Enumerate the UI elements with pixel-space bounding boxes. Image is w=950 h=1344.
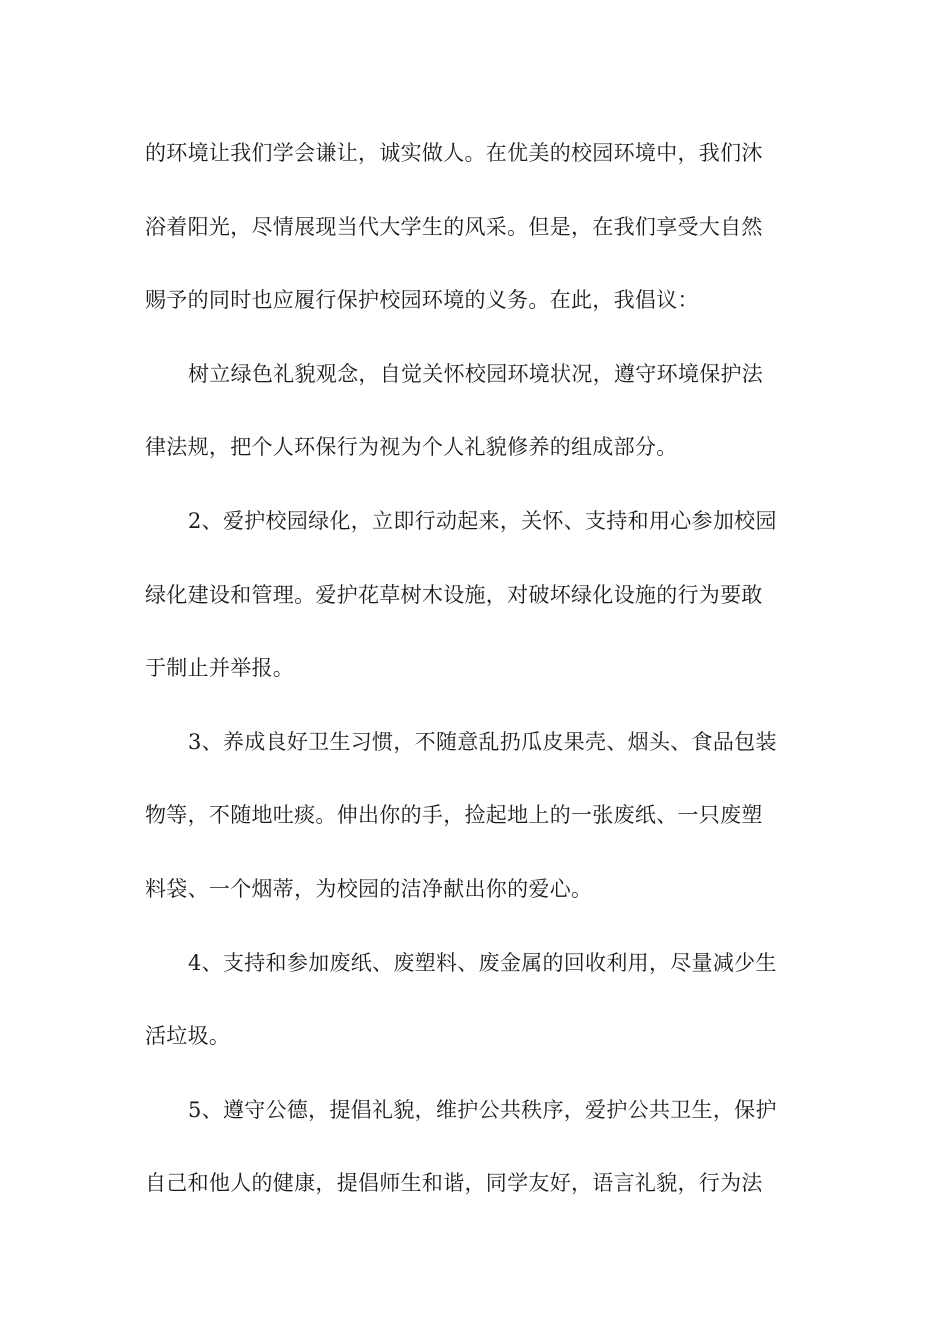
paragraph-first-line: 3、养成良好卫生习惯，不随意乱扔瓜皮果壳、烟头、食品包装 [188,729,777,754]
paragraph-first-line: 4、支持和参加废纸、废塑料、废金属的回收利用，尽量减少生 [188,950,777,975]
paragraph-first-line: 2、爱护校园绿化，立即行动起来，关怀、支持和用心参加校园 [188,508,777,533]
paragraph-first-line: 树立绿色礼貌观念，自觉关怀校园环境状况，遵守环境保护法 [188,361,764,386]
text-line: 物等，不随地吐痰。伸出你的手，捡起地上的一张废纸、一只废塑 [145,803,763,828]
text-line: 绿化建设和管理。爱护花草树木设施，对破坏绿化设施的行为要敢 [145,582,763,607]
text-line: 活垃圾。 [145,1024,231,1049]
text-line: 自己和他人的健康，提倡师生和谐，同学友好，语言礼貌，行为法 [145,1171,763,1196]
document-body [145,128,810,1232]
paragraph-first-line: 5、遵守公德，提倡礼貌，维护公共秩序，爱护公共卫生，保护 [188,1097,777,1122]
text-line: 料袋、一个烟蒂，为校园的洁净献出你的爱心。 [145,876,593,901]
text-line: 律法规，把个人环保行为视为个人礼貌修养的组成部分。 [145,435,678,460]
text-line: 赐予的同时也应履行保护校园环境的义务。在此，我倡议： [145,288,699,313]
text-line: 的环境让我们学会谦让，诚实做人。在优美的校园环境中，我们沐 [145,141,763,165]
text-line: 于制止并举报。 [145,656,295,681]
text-line: 浴着阳光，尽情展现当代大学生的风采。但是，在我们享受大自然 [145,214,763,239]
